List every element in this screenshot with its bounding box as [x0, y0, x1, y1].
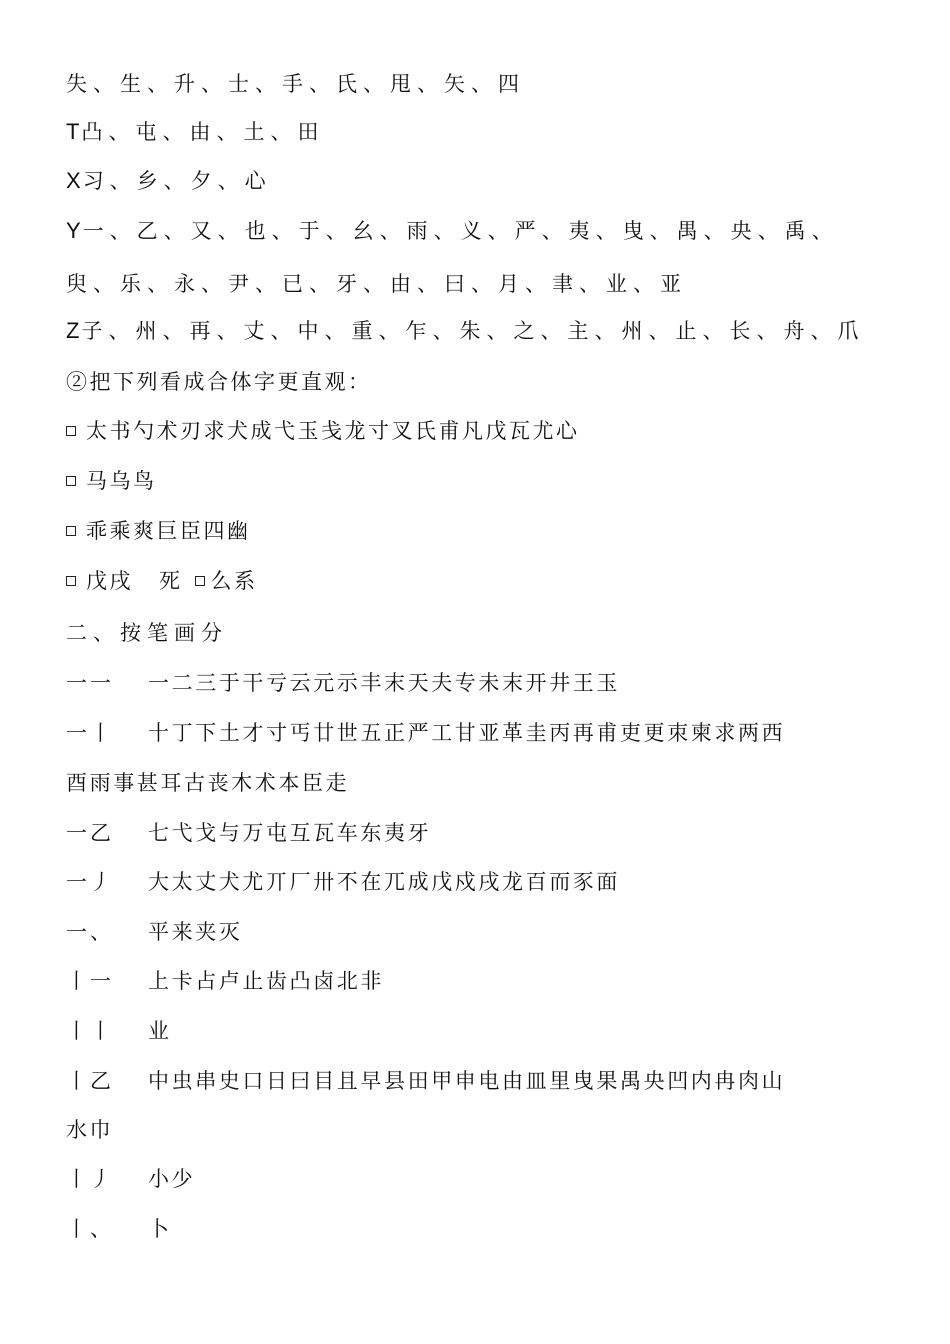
stroke-key: 一丨	[66, 721, 114, 745]
checkbox-icon	[66, 476, 76, 486]
text-line-Z	[66, 316, 864, 346]
letter-label: Z	[66, 318, 82, 343]
stroke-chars: 水巾	[66, 1118, 114, 1142]
stroke-key: 一、	[66, 920, 114, 944]
stroke-row	[66, 1164, 195, 1194]
stroke-key: 丨一	[66, 969, 114, 993]
line-text: 么系	[210, 569, 258, 593]
line-text: 二、按笔画分	[66, 621, 228, 645]
checkbox-icon	[66, 576, 76, 586]
stroke-row	[66, 1066, 785, 1096]
text-line-1	[66, 69, 525, 99]
stroke-row	[66, 668, 620, 698]
line-text: 臾、乐、永、尹、已、牙、由、曰、月、聿、业、亚	[66, 272, 687, 296]
line-text: 子、州、再、丈、中、重、乍、朱、之、主、州、止、长、舟、爪	[81, 319, 865, 343]
text-line-T	[66, 117, 324, 147]
text-line-X	[66, 166, 272, 196]
stroke-chars: 平来夹灭	[148, 920, 243, 944]
stroke-row	[66, 1115, 113, 1145]
stroke-key: 丨、	[66, 1217, 114, 1241]
checklist-item-1	[66, 416, 580, 446]
stroke-row	[66, 917, 242, 947]
stroke-key: 一乙	[66, 821, 114, 845]
line-text: 太书勺术刃求犬成弋玉戋龙寸叉氏甫凡戊瓦尤心	[86, 419, 580, 443]
stroke-chars: 业	[148, 1019, 172, 1043]
stroke-chars: 卜	[148, 1217, 172, 1241]
line-text: 失、生、升、士、手、氏、甩、矢、四	[66, 72, 525, 96]
stroke-row	[66, 718, 785, 748]
line-text: 凸、屯、由、土、田	[81, 120, 325, 144]
checkbox-icon	[195, 576, 205, 586]
letter-label: X	[66, 168, 83, 193]
line-text: 乖乘爽巨臣四幽	[86, 519, 251, 543]
stroke-row	[66, 1016, 172, 1046]
stroke-key: 丨丿	[66, 1167, 114, 1191]
checkbox-icon	[66, 526, 76, 536]
text-line-Y	[66, 216, 839, 246]
line-text: 死	[159, 569, 183, 593]
line-text: ②把下列看成合体字更直观：	[66, 370, 372, 394]
stroke-key: 一丿	[66, 870, 114, 894]
stroke-chars: 小少	[148, 1167, 196, 1191]
checklist-item-2	[66, 466, 157, 496]
stroke-row	[66, 966, 384, 996]
checkbox-icon	[66, 426, 76, 436]
line-text: 习、乡、夕、心	[82, 169, 272, 193]
stroke-row	[66, 1214, 172, 1244]
stroke-chars: 中虫串史口日曰目且早县田甲申电由皿里曳果禺央凹内冉肉山	[148, 1069, 786, 1093]
line-text: 戊戌	[86, 569, 133, 593]
checklist-item-3	[66, 516, 251, 546]
letter-label: Y	[66, 218, 83, 243]
letter-label: T	[66, 119, 82, 144]
stroke-chars: 十丁下土才寸丐廿世五正严工甘亚革圭丙再甫吏更朿柬求两西	[148, 721, 786, 745]
line-text: 马乌鸟	[86, 469, 157, 493]
checklist-item-4	[66, 566, 258, 596]
stroke-row	[66, 818, 431, 848]
stroke-key: 一一	[66, 671, 114, 695]
text-line-instruction	[66, 367, 372, 397]
stroke-key: 丨乙	[66, 1069, 114, 1093]
line-text: 一、乙、又、也、于、幺、雨、义、严、夷、曳、禺、央、禹、	[82, 219, 839, 243]
stroke-key: 丨丨	[66, 1019, 114, 1043]
section-heading	[66, 618, 228, 648]
stroke-chars: 酉雨事甚耳古丧木术本臣走	[66, 771, 350, 795]
stroke-row	[66, 768, 349, 798]
stroke-chars: 一二三于干亏云元示丰末天夫专未末开井王玉	[148, 671, 620, 695]
stroke-chars: 大太丈犬尤丌厂卅不在兀成戊戍戌龙百而豕面	[148, 870, 620, 894]
stroke-row	[66, 867, 620, 897]
stroke-chars: 七弋戈与万屯互瓦车东夷牙	[148, 821, 432, 845]
text-line-Y-cont	[66, 269, 687, 299]
stroke-chars: 上卡占卢止齿凸卤北非	[148, 969, 384, 993]
